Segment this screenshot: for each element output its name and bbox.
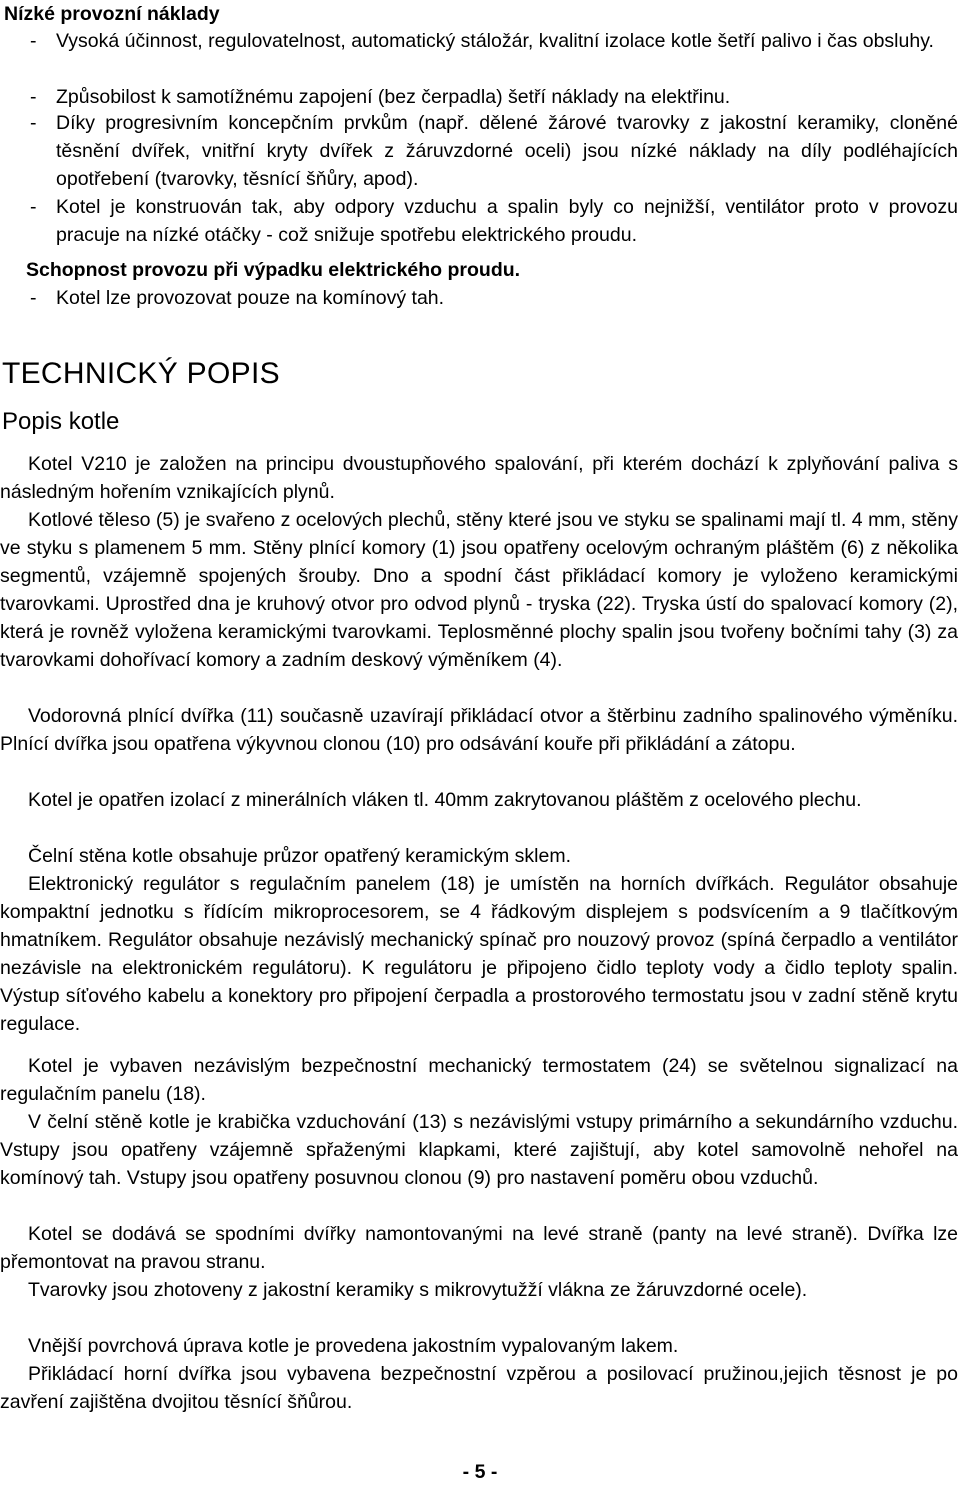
list-item bbox=[22, 284, 958, 312]
page-number: - 5 - bbox=[462, 1461, 498, 1483]
page-title: TECHNICKÝ POPIS bbox=[2, 357, 280, 390]
bullet-dash: - bbox=[30, 30, 37, 52]
paragraph: Kotel je opatřen izolací z minerálních vláken tl. 40mm zakrytovanou pláštěm z ocelového plechu. bbox=[28, 789, 862, 811]
paragraph: Elektronický regulátor s regulačním panelem (18) je umístěn na horních dvířkách. Regulátor obsahuje kompaktní jednotku s řídícím mikroprocesorem, se 4 řádkovým displejem s podsvícením a 9 tlačítkovým hmatníkem. Regulátor obsahuje nezávislý mechanický spínač pro nouzový provoz (spíná čerpadlo a ventilátor nezávisle na elektronickém regulátoru). K regulátoru je připojeno čidlo teploty vody a čidlo teploty spalin. Výstup síťového kabelu a konektory pro připojení čerpadla a prostorového termostatu jsou v zadní stěně krytu regulace. bbox=[0, 873, 958, 1035]
list-item bbox=[22, 83, 958, 111]
paragraph: Kotel V210 je založen na principu dvoustupňového spalování, při kterém dochází k zplyňování paliva s následným hořením vznikajících plynů. bbox=[0, 453, 958, 503]
paragraph: Kotlové těleso (5) je svařeno z ocelových plechů, stěny které jsou ve styku se spalinami mají tl. 4 mm, stěny ve styku s plamenem 5 mm. Stěny plnící komory (1) jsou opatřeny ocelovým ochraným pláštěm (6) z několika segmentů, vzájemně spojených šrouby. Dno a spodní část přikládací komory je vyloženo keramickými tvarovkami. Uprostřed dna je kruhový otvor pro odvod plynů - tryska (22). Tryska ústí do spalovací komory (2), která je rovněž vyložena keramickými tvarovkami. Teplosměnné plochy spalin jsou tvořeny bočními tahy (3) za tvarovkami dohořívací komory a zadním deskový výměníkem (4). bbox=[0, 509, 958, 671]
section-heading-power-outage: Schopnost provozu při výpadku elektrického proudu. bbox=[26, 259, 521, 281]
list-item-text: Kotel je konstruován tak, aby odpory vzduchu a spalin byly co nejnižší, ventilátor proto v provozu pracuje na nízké otáčky - což snižuje spotřebu elektrického proudu. bbox=[56, 196, 958, 246]
list-item-text: Díky progresivním koncepčním prvkům (např. dělené žárové tvarovky z jakostní keramiky, cloněné těsnění dvířek, vnitřní kryty dvířek z žáruvzdorné oceli) jsou nízké náklady na díly podléhajících opotřebení (tvarovky, těsnící šňůry, apod). bbox=[56, 112, 958, 190]
paragraph: Tvarovky jsou zhotoveny z jakostní keramiky s mikrovytužží vlákna ze žáruvzdorné ocele). bbox=[28, 1279, 808, 1301]
paragraph: Vodorovná plnící dvířka (11) současně uzavírají přikládací otvor a štěrbinu zadního spalinového výměníku. Plnící dvířka jsou opatřena výkyvnou clonou (10) pro odsávání kouře při přikládání a zátopu. bbox=[0, 705, 958, 755]
list-item-text: Kotel lze provozovat pouze na komínový tah. bbox=[56, 287, 445, 309]
section-subtitle: Popis kotle bbox=[2, 408, 120, 435]
list-item bbox=[22, 27, 958, 55]
list-item bbox=[22, 109, 958, 193]
bullet-dash: - bbox=[30, 287, 37, 309]
paragraph: V čelní stěně kotle je krabička vzduchování (13) s nezávislými vstupy primárního a sekundárního vzduchu. Vstupy jsou opatřeny vzájemně spřaženými klapkami, které zajištují, aby kotel samovolně nehořel na komínový tah. Vstupy jsou opatřeny posuvnou clonou (9) pro nastavení poměru obou vzduchů. bbox=[0, 1111, 958, 1189]
paragraph: Kotel je vybaven nezávislým bezpečnostní mechanický termostatem (24) se světelnou signalizací na regulačním panelu (18). bbox=[0, 1055, 958, 1105]
paragraph: Vnější povrchová úprava kotle je provedena jakostním vypalovaným lakem. bbox=[28, 1335, 679, 1357]
paragraph: Kotel se dodává se spodními dvířky namontovanými na levé straně (panty na levé straně). Dvířka lze přemontovat na pravou stranu. bbox=[0, 1223, 958, 1273]
bullet-dash: - bbox=[30, 196, 37, 218]
list-item bbox=[22, 193, 958, 249]
bullet-dash: - bbox=[30, 112, 37, 134]
list-item-text: Vysoká účinnost, regulovatelnost, automatický stáložár, kvalitní izolace kotle šetří palivo i čas obsluhy. bbox=[56, 30, 934, 52]
bullet-dash: - bbox=[30, 86, 37, 108]
paragraph: Čelní stěna kotle obsahuje průzor opatřený keramickým sklem. bbox=[28, 845, 571, 867]
section-heading-low-costs: Nízké provozní náklady bbox=[4, 3, 220, 25]
list-item-text: Způsobilost k samotížnému zapojení (bez čerpadla) šetří náklady na elektřinu. bbox=[56, 86, 731, 108]
paragraph: Přikládací horní dvířka jsou vybavena bezpečnostní vzpěrou a posilovací pružinou,jejich těsnost je po zavření zajištěna dvojitou těsnící šňůrou. bbox=[0, 1363, 958, 1413]
